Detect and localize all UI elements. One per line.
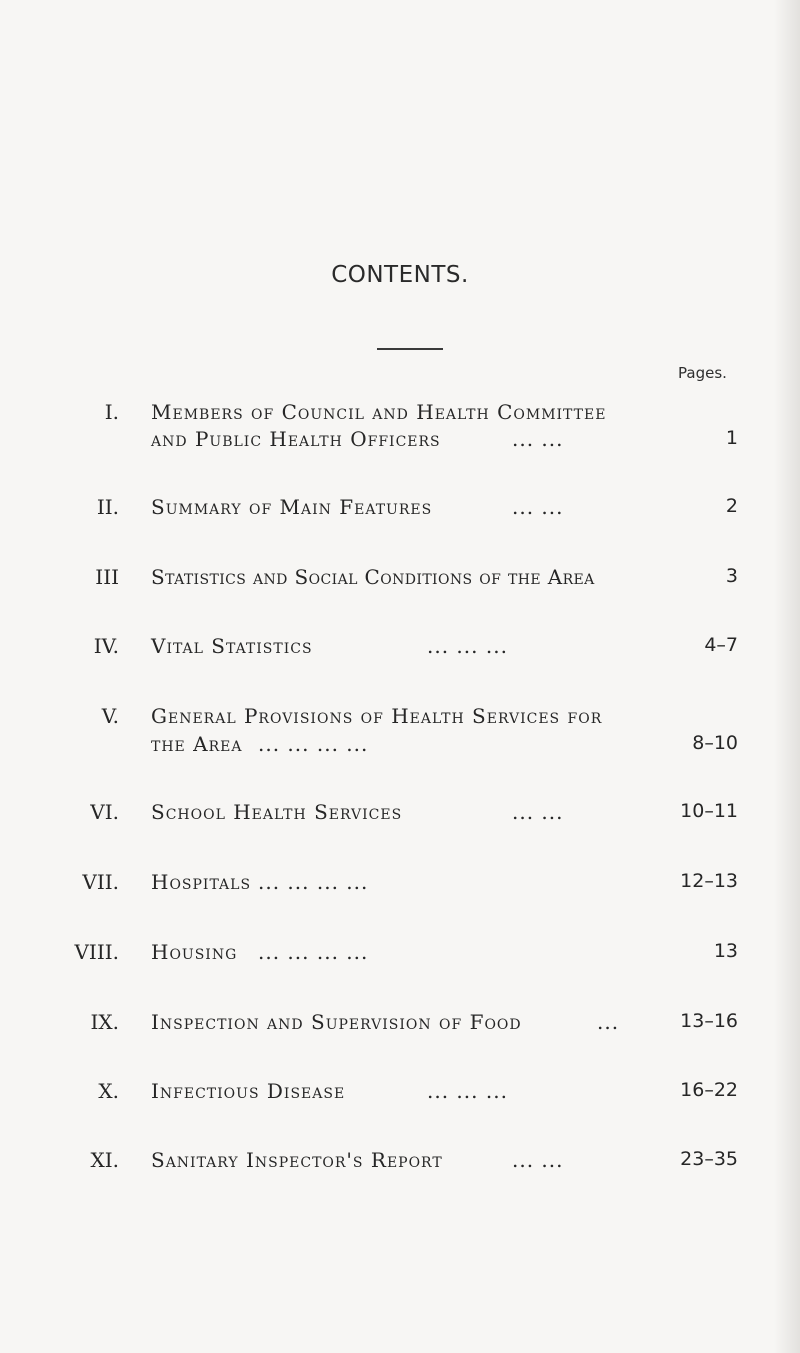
entry-page: 23–35 <box>680 1148 738 1170</box>
entry-leader-dots: ... <box>597 1010 620 1034</box>
entry-title-line1: General Provisions of Health Services for <box>151 704 603 728</box>
entry-page: 12–13 <box>680 870 738 892</box>
entry-page: 16–22 <box>680 1079 738 1101</box>
entry-numeral: IX. <box>90 1010 119 1034</box>
entry-title-line1: Vital Statistics <box>151 634 313 658</box>
entry-numeral: III <box>95 565 119 589</box>
entry-leader-dots: ... ... ... <box>427 634 508 658</box>
entry-leader-dots: ... ... ... ... <box>258 732 369 756</box>
entry-title-line1: Infectious Disease <box>151 1079 346 1103</box>
entry-leader-dots: ... ... ... <box>427 1079 508 1103</box>
entry-numeral: I. <box>104 400 119 424</box>
entry-leader-dots: ... ... <box>512 495 564 519</box>
entry-numeral: VIII. <box>74 940 119 964</box>
entry-title-line1: Members of Council and Health Committee <box>151 400 607 424</box>
entry-page: 2 <box>725 495 738 517</box>
entry-title-line2: and Public Health Officers <box>151 427 441 451</box>
entry-page: 4–7 <box>704 634 738 656</box>
entry-page: 10–11 <box>680 800 738 822</box>
entry-numeral: V. <box>101 704 119 728</box>
page-edge-shadow <box>774 0 800 1353</box>
page-title: CONTENTS. <box>331 262 469 288</box>
entry-title-line2: the Area <box>151 732 243 756</box>
entry-leader-dots: ... ... ... ... <box>258 870 369 894</box>
entry-title-line1: Summary of Main Features <box>151 495 433 519</box>
entry-title-line1: Inspection and Supervision of Food <box>151 1010 522 1034</box>
entry-title-line1: Sanitary Inspector's Report <box>151 1148 443 1172</box>
entry-page: 3 <box>725 565 738 587</box>
entry-numeral: IV. <box>93 634 119 658</box>
entry-page: 8–10 <box>692 732 738 754</box>
entry-title-line1: Housing <box>151 940 238 964</box>
entry-numeral: II. <box>96 495 119 519</box>
pages-column-header: Pages. <box>678 364 727 382</box>
title-rule <box>377 348 443 350</box>
entry-title-line1: Statistics and Social Conditions of the Area <box>151 565 595 589</box>
entry-numeral: XI. <box>90 1148 119 1172</box>
entry-leader-dots: ... ... <box>512 427 564 451</box>
entry-title-line1: School Health Services <box>151 800 403 824</box>
entry-title-line1: Hospitals <box>151 870 252 894</box>
entry-leader-dots: ... ... ... ... <box>258 940 369 964</box>
entry-numeral: VI. <box>90 800 119 824</box>
entry-page: 1 <box>725 427 738 449</box>
entry-page: 13–16 <box>680 1010 738 1032</box>
entry-numeral: VII. <box>82 870 119 894</box>
entry-numeral: X. <box>98 1079 119 1103</box>
entry-leader-dots: ... ... <box>512 800 564 824</box>
entry-page: 13 <box>713 940 738 962</box>
entry-leader-dots: ... ... <box>512 1148 564 1172</box>
